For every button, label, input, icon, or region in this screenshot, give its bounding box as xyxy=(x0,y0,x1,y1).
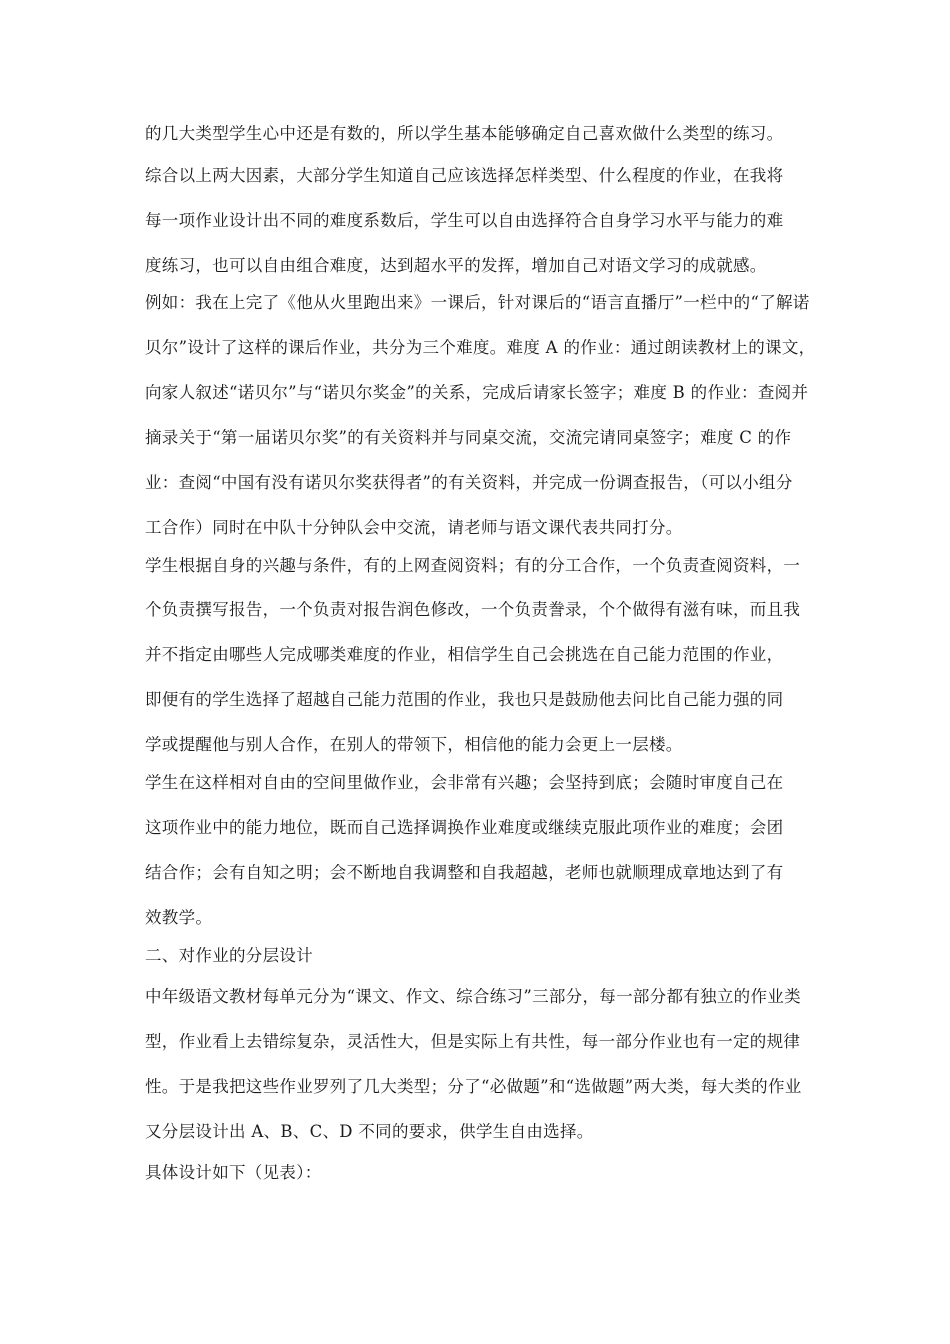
paragraph-line: 学或提醒他与别人合作，在别人的带领下，相信他的能力会更上一层楼。 xyxy=(145,735,683,754)
paragraph-line: 例如：我在上完了《他从火里跑出来》一课后，针对课后的“语言直播厅”一栏中的“了解诺 xyxy=(145,293,810,312)
paragraph-line: 摘录关于“第一届诺贝尔奖”的有关资料并与同桌交流，交流完请同桌签字；难度 C 的作 xyxy=(145,428,792,447)
paragraph-line: 效教学。 xyxy=(145,908,213,927)
paragraph-line: 又分层设计出 A、B、C、D 不同的要求，供学生自由选择。 xyxy=(145,1122,594,1141)
paragraph-line: 贝尔”设计了这样的课后作业，共分为三个难度。难度 A 的作业：通过朗读教材上的课文， xyxy=(145,338,816,357)
paragraph-line: 学生根据自身的兴趣与条件，有的上网查阅资料；有的分工合作，一个负责查阅资料，一 xyxy=(145,556,801,575)
paragraph-line: 型，作业看上去错综复杂，灵活性大，但是实际上有共性，每一部分作业也有一定的规律 xyxy=(145,1032,801,1051)
paragraph-line: 综合以上两大因素，大部分学生知道自己应该选择怎样类型、什么程度的作业，在我将 xyxy=(145,166,784,185)
paragraph-line: 学生在这样相对自由的空间里做作业，会非常有兴趣；会坚持到底；会随时审度自己在 xyxy=(145,773,784,792)
paragraph-line: 即便有的学生选择了超越自己能力范围的作业，我也只是鼓励他去问比自己能力强的同 xyxy=(145,690,784,709)
paragraph-line: 向家人叙述“诺贝尔”与“诺贝尔奖金”的关系，完成后请家长签字；难度 B 的作业：查阅并 xyxy=(145,383,809,402)
section-heading: 二、对作业的分层设计 xyxy=(145,946,313,965)
paragraph-line: 个负责撰写报告，一个负责对报告润色修改，一个负责誊录，个个做得有滋有味，而且我 xyxy=(145,600,801,619)
paragraph-line: 度练习，也可以自由组合难度，达到超水平的发挥，增加自己对语文学习的成就感。 xyxy=(145,256,767,275)
paragraph-line: 性。于是我把这些作业罗列了几大类型；分了“必做题”和“选做题”两大类，每大类的作业 xyxy=(145,1077,802,1096)
paragraph-line: 每一项作业设计出不同的难度系数后，学生可以自由选择符合自身学习水平与能力的难 xyxy=(145,211,784,230)
paragraph-line: 工合作）同时在中队十分钟队会中交流，请老师与语文课代表共同打分。 xyxy=(145,518,683,537)
paragraph-line: 并不指定由哪些人完成哪类难度的作业，相信学生自己会挑选在自己能力范围的作业， xyxy=(145,645,784,664)
paragraph-line: 的几大类型学生心中还是有数的，所以学生基本能够确定自己喜欢做什么类型的练习。 xyxy=(145,124,784,143)
paragraph-line: 具体设计如下（见表）： xyxy=(145,1163,322,1182)
paragraph-line: 业：查阅“中国有没有诺贝尔奖获得者”的有关资料，并完成一份调查报告，（可以小组分 xyxy=(145,473,793,492)
paragraph-line: 中年级语文教材每单元分为“课文、作文、综合练习”三部分，每一部分都有独立的作业类 xyxy=(145,987,801,1006)
paragraph-line: 这项作业中的能力地位，既而自己选择调换作业难度或继续克服此项作业的难度；会团 xyxy=(145,818,784,837)
paragraph-line: 结合作；会有自知之明；会不断地自我调整和自我超越，老师也就顺理成章地达到了有 xyxy=(145,863,784,882)
